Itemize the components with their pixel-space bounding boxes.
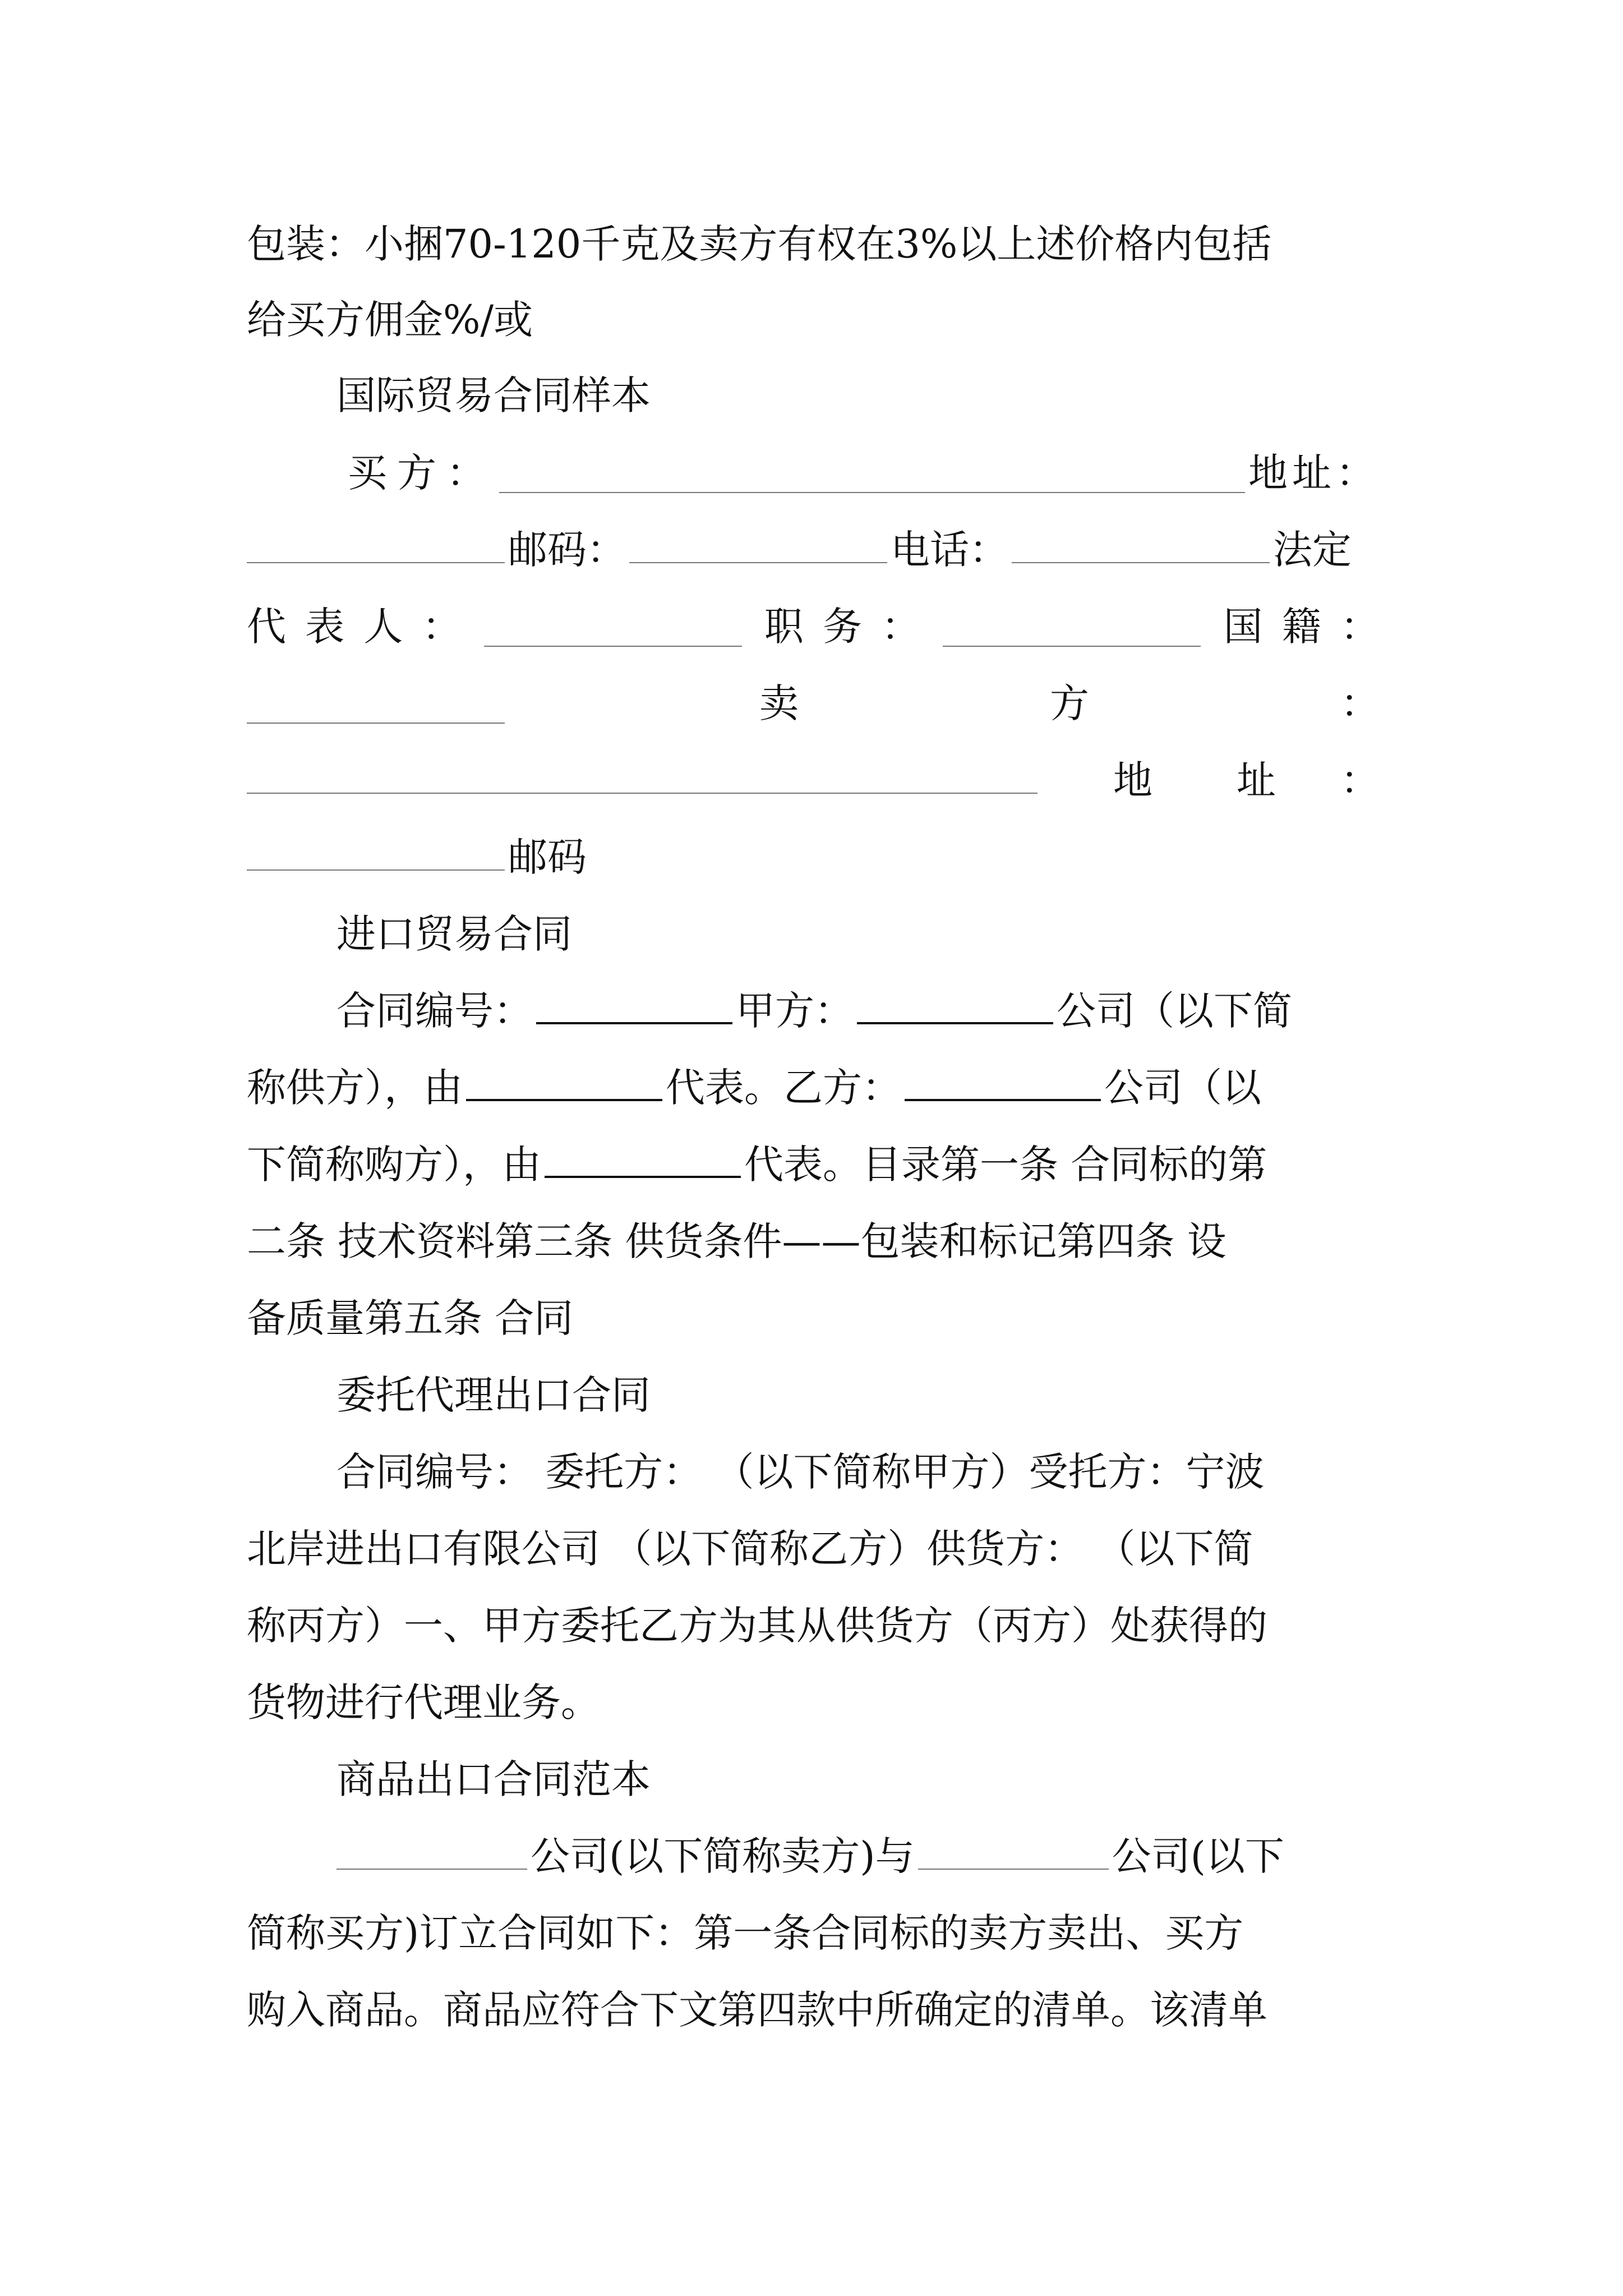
intl-contact-line (247, 522, 1380, 578)
agency-line-3: 称丙方）一、甲方委托乙方为其从供货方（丙方）处获得的 (247, 1603, 1267, 1649)
agency-line-4: 货物进行代理业务。 (247, 1680, 600, 1726)
intl-seller-postcode-line (247, 829, 1380, 885)
buyer-blank (499, 453, 1245, 493)
intl-buyer-line (348, 445, 1380, 501)
nationality-char-1: 国 (1223, 604, 1263, 650)
position-char-1: 职 (764, 604, 804, 650)
buyer-rep-blank (545, 1137, 741, 1178)
seller-char-1: 卖 (759, 680, 799, 726)
phone-blank (1012, 523, 1270, 563)
seller-postcode-label: 邮码 (508, 834, 587, 880)
address-blank (247, 523, 505, 563)
import-line-3 (247, 1137, 1380, 1193)
seller-address-char-3: ： (1340, 757, 1380, 803)
contract-no-blank (536, 983, 732, 1024)
legal-rep-char-3: 人 (363, 604, 403, 650)
seller-blank (247, 753, 1038, 794)
legal-rep-char-2: 表 (305, 604, 345, 650)
import-line-4: 二条 技术资料第三条 供货条件——包装和标记第四条 设 (247, 1218, 1227, 1264)
legal-rep-blank (484, 606, 742, 647)
nationality-blank (247, 683, 505, 724)
legal-rep-char-4: ： (422, 604, 462, 650)
nationality-char-3: ： (1340, 604, 1380, 650)
postcode-label: 邮码： (508, 527, 626, 573)
party-a-label: 甲方： (736, 988, 854, 1034)
supplier-rep-blank (466, 1060, 662, 1101)
company-supplier-text: 公司（以下简 (1057, 988, 1292, 1034)
buyer-company-blank (918, 1829, 1109, 1870)
agency-line-1: 合同编号： 委托方： （以下简称甲方）受托方：宁波 (336, 1449, 1265, 1495)
party-a-blank (857, 983, 1053, 1024)
phone-label: 电话： (891, 527, 1008, 573)
intl-contract-title: 国际贸易合同样本 (336, 372, 651, 418)
buyer-label: 买方： (348, 450, 496, 496)
seller-address-char-2: 址 (1237, 757, 1276, 803)
legal-rep-char-1: 代 (247, 604, 286, 650)
position-char-2: 务 (823, 604, 863, 650)
import-line-3-b: 代表。目录第一条 合同标的第 (744, 1142, 1267, 1188)
intl-rep-line (247, 599, 1380, 655)
goods-line-3: 购入商品。商品应符合下文第四款中所确定的清单。该清单 (247, 1987, 1267, 2033)
contract-no-label: 合同编号： (336, 988, 533, 1034)
agency-line-2: 北岸进出口有限公司 （以下简称乙方）供货方： （以下简 (247, 1526, 1253, 1572)
goods-line-1-a: 公司(以下简称卖方)与 (531, 1833, 915, 1879)
party-b-blank (905, 1060, 1101, 1101)
import-line-2 (247, 1060, 1380, 1116)
legal-rep-label-start: 法定 (1273, 527, 1352, 573)
packaging-line-1: 包装：小捆70-120千克及卖方有权在3%以上述价格内包括 (247, 221, 1272, 267)
import-line-2-b: 代表。乙方： (666, 1065, 901, 1111)
seller-char-2: 方 (1050, 680, 1089, 726)
position-char-3: ： (881, 604, 921, 650)
goods-contract-title: 商品出口合同范本 (336, 1756, 651, 1802)
postcode-blank (629, 523, 887, 563)
nationality-char-2: 籍 (1281, 604, 1321, 650)
import-line-2-c: 公司（以 (1104, 1065, 1261, 1111)
import-line-3-a: 下简称购方），由 (247, 1142, 541, 1188)
seller-address-char-1: 地 (1113, 757, 1152, 803)
position-blank (943, 606, 1201, 647)
agency-contract-title: 委托代理出口合同 (336, 1372, 651, 1418)
import-contract-title: 进口贸易合同 (336, 911, 572, 957)
goods-line-1 (336, 1828, 1380, 1884)
address-label: 地址： (1248, 450, 1380, 496)
import-line-5: 备质量第五条 合同 (247, 1295, 574, 1341)
intl-seller-line (247, 675, 1380, 731)
goods-line-1-b: 公司(以下 (1112, 1833, 1284, 1879)
seller-char-3: ： (1340, 680, 1380, 726)
import-line-1 (336, 983, 1380, 1039)
packaging-line-2: 给买方佣金%/或 (247, 297, 533, 343)
intl-seller-address-line (247, 752, 1380, 808)
goods-line-2: 简称买方)订立合同如下：第一条合同标的卖方卖出、买方 (247, 1910, 1244, 1956)
seller-address-blank (247, 830, 505, 871)
seller-company-blank (336, 1829, 527, 1870)
import-line-2-a: 称供方），由 (247, 1065, 463, 1111)
